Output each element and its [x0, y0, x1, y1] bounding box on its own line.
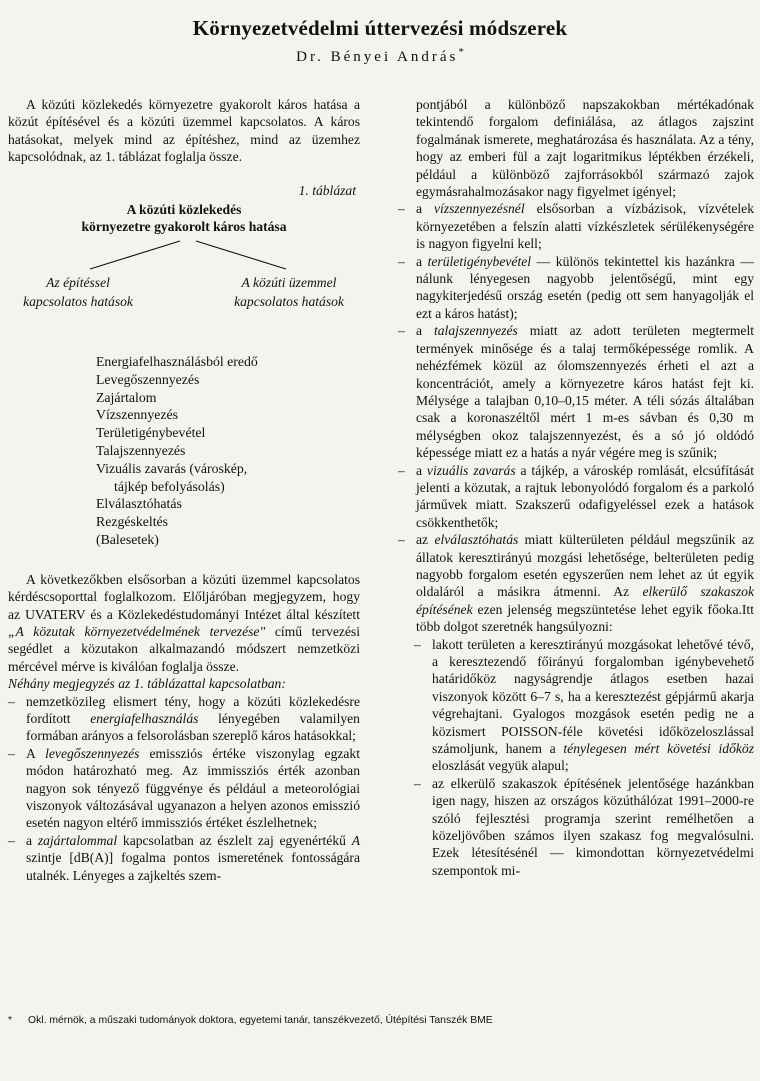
dash-mark: – — [398, 323, 405, 339]
bullet-text — [416, 462, 754, 532]
diagram-root-line2: környezetre gyakorolt káros hatása — [81, 219, 287, 235]
sub-bullet-text — [432, 636, 754, 775]
dash-mark: – — [398, 462, 405, 478]
sub-bullet-1 — [398, 636, 754, 775]
bullet-body: — különös tekintettel kis hazánkra — nálunk lényegesen nagyobb jelentőségű, mint egy nagykiterjedésű ország esetén (pedig ott sem hanyagolják el ezt a káros hatást); — [416, 253, 754, 321]
bullet-body: a tájkép, a városkép romlását, elcsúfítását jelenti a közutak, a rajtuk lebonyolódó forgalom és a parkoló járművek miatt. Szakszerű odafigyeléssel ezek a hatások csökkenthetők; — [416, 462, 754, 530]
note-bullet-2 — [8, 745, 360, 832]
bullet-body: eloszlását vegyük alapul; — [432, 758, 569, 774]
author-footnote-mark: * — [458, 46, 464, 58]
sub-bullet-2 — [398, 775, 754, 879]
bullet-term: elkerülő szakaszok építésének — [416, 584, 754, 617]
note-text: emissziós értéke viszonylag egzakt módon határozható meg. Az immissziós érték azonban nagyon sok tényező függvénye és például a meteorológiai viszonyok változásával ugyanazon a helyen azonos emisszió esetén nagyon eltérő immissziós értéket észlelhetnek; — [26, 745, 361, 831]
diagram-right-branch — [196, 241, 286, 269]
effect-item: Területigénybevétel — [96, 425, 206, 441]
bullet-text — [416, 322, 754, 461]
note-term: zajártalommal — [37, 832, 118, 848]
bullet-body: az — [416, 532, 429, 548]
bullet-text: a vízszennyezésnél elsősorban a vízbázisok, vízvételek környezetében a felszín alatti vízkészletek sérülékenységére is nagyon figyelni kell; — [416, 201, 754, 252]
bullet-text — [416, 531, 754, 635]
effect-item: Rezgéskeltés — [96, 514, 169, 530]
right-bullet-3 — [398, 322, 754, 461]
note-term: levegőszennyezés — [45, 745, 140, 761]
effect-item: Energiafelhasználásból eredő — [96, 354, 258, 370]
note-bullet-3 — [8, 832, 360, 884]
diagram-root-line1: A közúti közlekedés — [126, 202, 242, 218]
bullet-term: ténylegesen mért követési időköz — [563, 741, 755, 757]
effect-item: Vízszennyezés — [96, 407, 178, 423]
bullet-term: talajszennyezés — [433, 323, 518, 339]
effect-item: tájkép befolyásolás) — [114, 478, 225, 494]
bullet-body: miatt külterületen például megszűnik az állatok keresztirányú mozgási lehetősége, belterületen pedig nagyobb forgalom esetén egyszerűen nem lehet az út egyik oldaláról a másikra átmenni. Az — [416, 532, 754, 600]
diagram-left-node — [8, 273, 148, 311]
author-line — [0, 46, 760, 66]
bullet-term: vizuális zavarás — [426, 462, 516, 478]
author-name: Dr. Bényei András — [296, 49, 459, 65]
note-text: szintje [dB(A)] fogalma pontos ismeretének fontosságára utalnék. Lényeges a zajkeltés szem- — [26, 850, 360, 883]
effect-item: Vizuális zavarás (városkép, — [96, 460, 248, 476]
bullet-body: lakott területen a keresztirányú mozgásokat lehetővé tévő, a keresztezendő főirányú forgalomban igénybevehető határidőköz nagyságrendje átlagos esetben hazai viszonyok között 6–7 s, ha a keresztezést gépjármű akarja végrehajtani. Gyalogos mozgások esetén pedig ne a közismert POISSON-féle követési időközeloszlással számoljunk, hanem a — [432, 636, 754, 757]
article-title: Környezetvédelmi úttervezési módszerek — [192, 16, 568, 40]
continued-bullet: pontjából a különböző napszakokban mértékadónak tekintendő forgalom definiálása, az átlagos zajszint fogalmának ismerete, meghatározása és használata. Az a tény, hogy az emberi fül a zajt logaritmikus léptékben érzékeli, például a különböző zajforrásokból származó zajok egymásrahalmozásakor nagy figyelmet igényel; — [416, 97, 754, 200]
footnote — [8, 1015, 748, 1026]
dash-mark: – — [8, 832, 15, 848]
notes-heading — [8, 675, 360, 692]
note-bullet-text — [26, 832, 360, 884]
effects-diagram — [8, 201, 360, 323]
effect-item: (Balesetek) — [96, 532, 159, 547]
diagram-left-line2: kapcsolatos hatások — [23, 294, 133, 310]
note-term: energiafelhasználás — [90, 711, 199, 727]
diagram-right-node — [216, 273, 362, 311]
dash-mark: – — [398, 532, 405, 548]
dash-mark: – — [414, 775, 421, 791]
note-text: nemzetközileg elismert tény, hogy a közúti közlekedésre fordított — [26, 693, 360, 727]
intro-paragraph: A közúti közlekedés környezetre gyakorolt káros hatása a közút építésével és a közúti üzemmel kapcsolatos. A káros hatásokat, melyek mind az építéshez, mind az üzemhez kapcsolódnak, az 1. táblázat foglalja össze. — [8, 97, 360, 165]
diagram-left-line1: Az építéssel — [46, 275, 110, 291]
effect-item: Elválasztóhatás — [96, 496, 182, 512]
bullet-body: a — [416, 253, 423, 269]
diagram-right-line1: A közúti üzemmel — [241, 275, 337, 291]
second-paragraph — [8, 571, 360, 675]
bullet-body: miatt az adott területen megtermelt termények minősége és a talaj termőképessége romlik. A nehézfémek közül az ólomszennyezés érheti el azt a koncentrációt, amely a környezetre káros hatást fejt ki. Mélysége a talajban 0,10–0,15 méter. A téli sózás általában csak a koronaszéltől mért 1 m-es sávban és 0,30 m mélységben okoz talajszennyezést, és a só jó oldódó képessége miatt ez a hatás a nyár végére meg is szűnik; — [416, 323, 755, 461]
note-text: lényegében valamilyen formában arányos a felsorolásban szereplő káros hatásokkal; — [26, 711, 360, 744]
bullet-term: vízszennyezésnél — [434, 201, 525, 217]
bullet-term: területigénybevétel — [427, 253, 532, 269]
right-column — [398, 96, 754, 879]
right-bullet-1 — [398, 200, 754, 252]
diagram-left-branch — [90, 241, 180, 269]
note-bullet-1 — [8, 693, 360, 745]
sub-bullet-text: az elkerülő szakaszok építésének jelentősége hazánkban igen nagy, hiszen az országos közúthálózat 1991–2000-re szóló fejlesztési programja szerint remélhetően a közeljövőben számos ilyen szakasz fog megvalósulni. Ezek létesítésénél — kimondottan környezetvédelmi szempontok mi- — [432, 775, 754, 878]
effect-item: Levegőszennyezés — [96, 371, 200, 387]
para2-citation: „A közutak környezetvédelmének tervezése" — [8, 624, 266, 640]
diagram-root — [8, 201, 360, 235]
bullet-term: elválasztóhatás — [434, 532, 519, 548]
note-text: A — [26, 745, 36, 761]
para2-text-b: című tervezési segédlet a közutakon alkalmazandó módszert nemzetközi mércével mérve is kiválóan foglalja össze. — [8, 624, 360, 674]
note-text: a — [26, 832, 33, 848]
note-text: kapcsolatban az észlelt zaj egyenértékű — [122, 832, 346, 848]
para2-text-a: A következőkben elsősorban a közúti üzemmel kapcsolatos kérdéscsoporttal foglalkozom. Előljáróban megjegyzem, hogy az UVATERV és a Közlekedéstudományi Intézet által készített — [8, 571, 360, 622]
bullet-body: elsősorban a vízbázisok, vízvételek környezetében a felszín alatti vízkészletek sérülékenységére is nagyon figyelni kell; — [416, 201, 754, 252]
note-term: A — [351, 832, 360, 848]
note-bullet-text — [26, 745, 360, 832]
footnote-mark: * — [8, 1015, 13, 1026]
notes-heading-text: Néhány megjegyzés az 1. táblázattal kapcsolatban: — [8, 676, 286, 692]
bullet-text — [416, 253, 754, 323]
dash-mark: – — [8, 745, 15, 761]
bullet-body: a — [416, 462, 423, 478]
dash-mark: – — [414, 636, 421, 652]
note-bullet-text — [26, 693, 360, 745]
effect-item: Zajártalom — [96, 389, 157, 405]
bullet-body: a — [416, 323, 423, 339]
effect-item: Talajszennyezés — [96, 443, 186, 459]
right-bullet-2 — [398, 253, 754, 323]
left-column — [8, 96, 360, 884]
dash-mark: – — [8, 693, 15, 709]
bullet-body: ezen jelenség megszüntetése lehet egyik főoka.Itt több dolgot szeretnék hangsúlyozni: — [416, 601, 754, 635]
dash-mark: – — [398, 201, 405, 217]
right-bullet-5 — [398, 531, 754, 635]
diagram-right-line2: kapcsolatos hatások — [234, 294, 344, 310]
effects-list — [8, 353, 360, 549]
right-bullet-4 — [398, 462, 754, 532]
dash-mark: – — [398, 253, 405, 269]
footnote-text: Okl. mérnök, a műszaki tudományok doktora, egyetemi tanár, tanszékvezető, Útépítési Tanszék BME — [28, 1015, 493, 1026]
table-label: 1. táblázat — [298, 182, 356, 198]
